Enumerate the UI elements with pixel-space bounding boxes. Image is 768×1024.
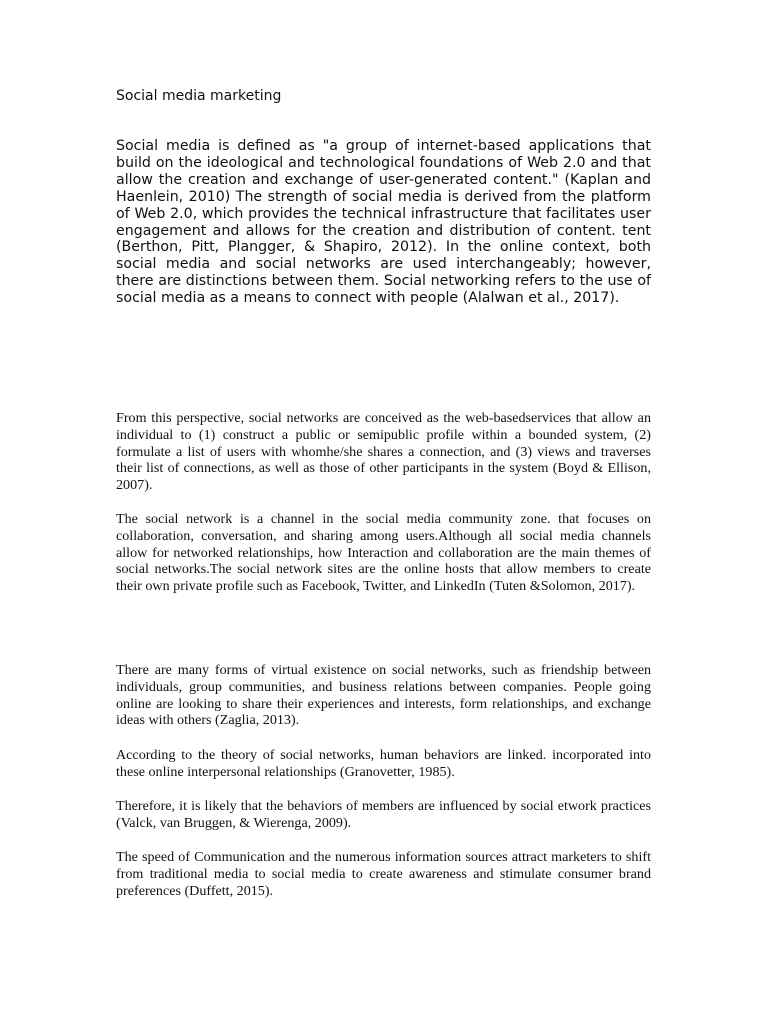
- body-paragraph-2: The social network is a channel in the social media community zone. that focuses on collaboration, conversation, and sharing among users.Although all social media channels allow for networked relationships, how Interaction and collaboration are the main themes of social networks.The social network sites are the online hosts that allow members to create their own private profile such as Facebook, Twitter, and LinkedIn (Tuten &Solomon, 2017).: [116, 511, 651, 595]
- document-title: Social media marketing: [116, 88, 282, 104]
- body-paragraph-3: There are many forms of virtual existence on social networks, such as friendship between individuals, group communities, and business relations between companies. People going online are looking to share their experiences and interests, form relationships, and exchange ideas with others (Zaglia, 2013).: [116, 662, 651, 729]
- body-paragraph-5: Therefore, it is likely that the behaviors of members are influenced by social etwork practices (Valck, van Bruggen, & Wierenga, 2009).: [116, 798, 651, 831]
- body-paragraph-6: The speed of Communication and the numerous information sources attract marketers to shift from traditional media to social media to create awareness and stimulate consumer brand preferences (Duffett, 2015).: [116, 849, 651, 899]
- body-paragraph-4: According to the theory of social networks, human behaviors are linked. incorporated into these online interpersonal relationships (Granovetter, 1985).: [116, 747, 651, 780]
- intro-paragraph: Social media is defined as "a group of internet-based applications that build on the ideological and technological foundations of Web 2.0 and that allow the creation and exchange of user-generated content." (Kaplan and Haenlein, 2010) The strength of social media is derived from the platform of Web 2.0, which provides the technical infrastructure that facilitates user engagement and allows for the creation and distribution of content. tent (Berthon, Pitt, Plangger, & Shapiro, 2012). In the online context, both social media and social networks are used interchangeably; however, there are distinctions between them. Social networking refers to the use of social media as a means to connect with people (Alalwan et al., 2017).: [116, 138, 651, 307]
- body-paragraph-1: From this perspective, social networks are conceived as the web-basedservices that allow an individual to (1) construct a public or semipublic profile within a bounded system, (2) formulate a list of users with whomhe/she shares a connection, and (3) views and traverses their list of connections, as well as those of other participants in the system (Boyd & Ellison, 2007).: [116, 410, 651, 494]
